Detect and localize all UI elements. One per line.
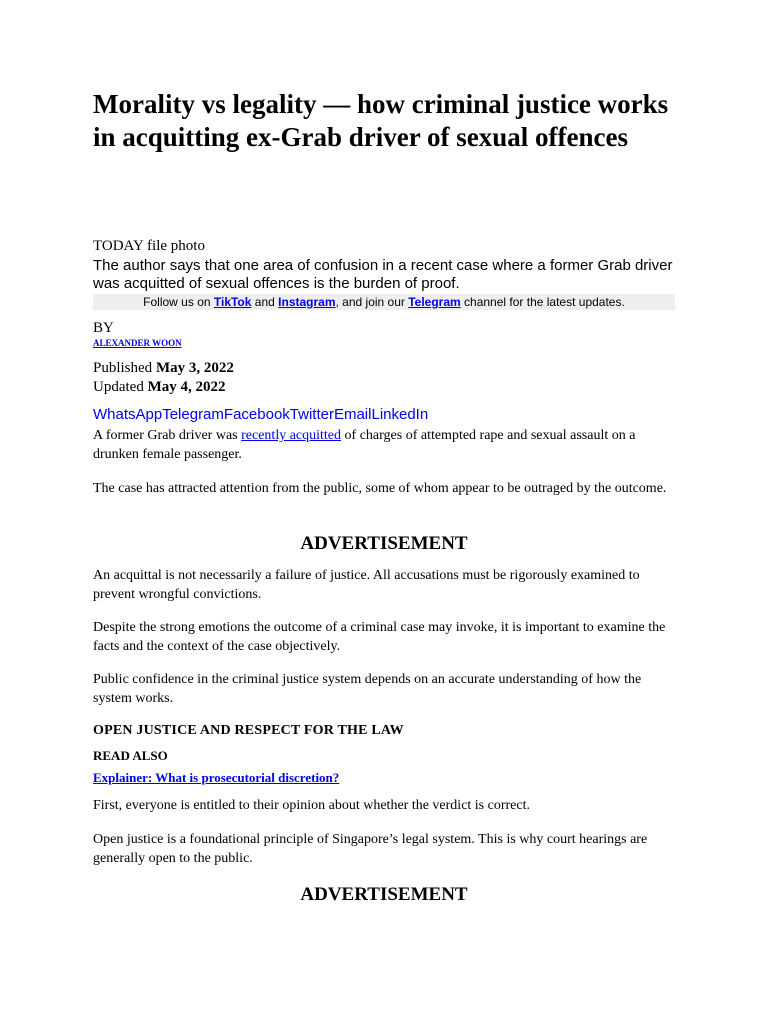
follow-prefix: Follow us on [143,295,214,309]
share-facebook-link[interactable]: Facebook [223,406,290,423]
share-linkedin-link[interactable]: LinkedIn [371,406,429,423]
paragraph-2: The case has attracted attention from the public, some of whom appear to be outraged by the outcome. [93,481,667,496]
p1-after: of charges of attempted rape and sexual assault on a drunken female passenger. [93,428,636,462]
share-telegram-link[interactable]: Telegram [162,406,224,423]
read-also-label: READ ALSO [93,748,168,763]
follow-mid: , and join our [335,295,409,309]
article-title: Morality vs legality — how criminal justice works in acquitting ex-Grab driver of sexual offences [93,89,669,152]
paragraph-5: Public confidence in the criminal justice system depends on an accurate understanding of how the system works. [93,672,642,706]
advertisement-label: ADVERTISEMENT [300,533,468,554]
published-date: May 3, 2022 [155,360,234,376]
share-whatsapp-link[interactable]: WhatsApp [93,406,163,423]
instagram-link[interactable]: Instagram [278,295,336,309]
section-subhead: OPEN JUSTICE AND RESPECT FOR THE LAW [93,723,404,738]
byline-label: BY [93,320,114,336]
advertisement-label-2: ADVERTISEMENT [300,884,468,905]
share-links [93,406,428,423]
paragraph-7: Open justice is a foundational principle of Singapore’s legal system. This is why court hearings are generally open to the public. [93,832,648,866]
publish-info [93,359,234,397]
read-also-link[interactable]: Explainer: What is prosecutorial discretion? [93,770,340,785]
share-twitter-link[interactable]: Twitter [289,406,334,423]
photo-caption: The author says that one area of confusion in a recent case where a former Grab driver was acquitted of sexual offences is the burden of proof. [93,257,673,292]
updated-line [93,378,234,397]
author-link[interactable]: ALEXANDER WOON [93,338,182,348]
paragraph-4: Despite the strong emotions the outcome of a criminal case may invoke, it is important to examine the facts and the context of the case objectively. [93,620,666,654]
paragraph-3: An acquittal is not necessarily a failure of justice. All accusations must be rigorously examined to prevent wrongful convictions. [93,568,640,602]
share-email-link[interactable]: Email [333,406,372,423]
published-label: Published [93,360,156,376]
follow-bar [93,294,675,310]
tiktok-link[interactable]: TikTok [213,295,252,309]
photo-credit: TODAY file photo [93,238,205,254]
paragraph-6: First, everyone is entitled to their opinion about whether the verdict is correct. [93,798,530,813]
published-line [93,359,234,378]
updated-date: May 4, 2022 [147,379,226,395]
paragraph-1 [93,426,675,464]
follow-suffix: channel for the latest updates. [460,295,625,309]
follow-and: and [251,295,279,309]
telegram-link[interactable]: Telegram [408,295,461,309]
p1-before: A former Grab driver was [93,428,242,443]
recently-acquitted-link[interactable]: recently acquitted [241,428,342,443]
updated-label: Updated [93,379,148,395]
